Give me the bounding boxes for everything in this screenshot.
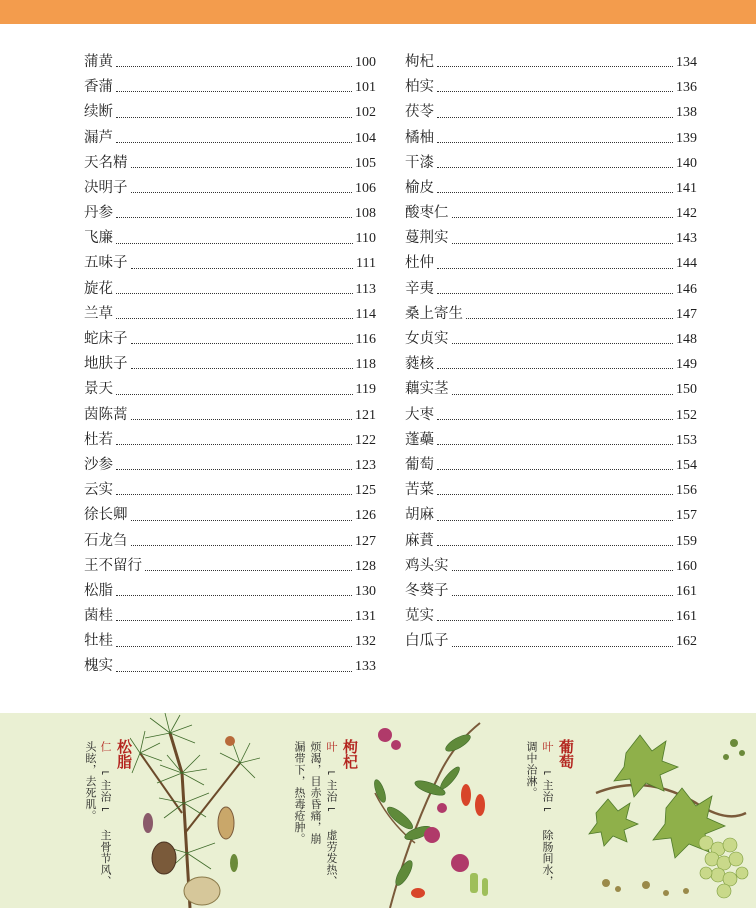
toc-entry [84, 453, 376, 478]
toc-dot-leader [145, 570, 352, 571]
herb-card-text: 虚劳发热、 [325, 829, 338, 887]
toc-entry [405, 302, 697, 327]
toc-entry-name: 麻蕡 [405, 532, 434, 549]
toc-entry-name: 榆皮 [405, 179, 434, 196]
herb-illustration-panel [0, 713, 756, 908]
herb-card-bracket: ⌐主治⌐ [325, 766, 338, 816]
herb-card-title: 松脂 [115, 739, 133, 769]
toc-entry-name: 辛夷 [405, 280, 434, 297]
toc-dot-leader [131, 368, 353, 369]
toc-entry-page: 119 [355, 382, 376, 398]
toc-entry-page: 132 [355, 634, 376, 650]
toc-entry-page: 105 [355, 155, 376, 171]
toc-entry-page: 101 [355, 80, 376, 96]
toc-dot-leader [116, 91, 352, 92]
toc-dot-leader [131, 167, 353, 168]
toc-entry [405, 126, 697, 151]
toc-entry [84, 75, 376, 100]
toc-entry-page: 153 [676, 432, 697, 448]
toc-entry [84, 151, 376, 176]
toc-entry-page: 138 [676, 105, 697, 121]
toc-entry [405, 176, 697, 201]
toc-entry-page: 106 [355, 180, 376, 196]
toc-dot-leader [437, 494, 673, 495]
toc-dot-leader [437, 520, 673, 521]
toc-dot-leader [452, 394, 674, 395]
toc-entry-name: 飞廉 [84, 230, 113, 247]
toc-entry-page: 127 [355, 533, 376, 549]
toc-entry-name: 决明子 [84, 179, 128, 196]
toc-dot-leader [452, 570, 674, 571]
toc-entry-page: 136 [676, 80, 697, 96]
toc-entry-name: 景天 [84, 381, 113, 398]
goji-illustration [370, 713, 500, 908]
toc-dot-leader [466, 318, 673, 319]
toc-dot-leader [437, 444, 673, 445]
toc-entry-page: 122 [355, 432, 376, 448]
pine-illustration [130, 713, 260, 908]
toc-entry [84, 327, 376, 352]
toc-dot-leader [131, 192, 353, 193]
toc-entry-name: 续断 [84, 104, 113, 121]
toc-entry [405, 478, 697, 503]
herb-card-line-1 [324, 741, 338, 887]
toc-entry-name: 蒲黄 [84, 53, 113, 70]
toc-entry [84, 503, 376, 528]
toc-dot-leader [116, 117, 352, 118]
toc-dot-leader [452, 217, 674, 218]
herb-card-bracket: ⌐主治⌐ [99, 766, 112, 816]
toc-entry-page: 140 [676, 155, 697, 171]
toc-entry-page: 108 [355, 206, 376, 222]
toc-entry-page: 146 [676, 281, 697, 297]
toc-dot-leader [116, 494, 352, 495]
toc-entry-page: 123 [355, 457, 376, 473]
toc-dot-leader [437, 268, 673, 269]
toc-entry-page: 128 [355, 558, 376, 574]
toc-entry-page: 111 [356, 256, 376, 272]
toc-dot-leader [116, 318, 353, 319]
toc-dot-leader [437, 66, 673, 67]
toc-entry-name: 蓬蘽 [405, 431, 434, 448]
toc-entry-name: 徐长卿 [84, 507, 128, 524]
toc-entry [405, 327, 697, 352]
toc-entry-name: 茯苓 [405, 104, 434, 121]
toc-entry-page: 131 [355, 609, 376, 625]
toc-dot-leader [437, 293, 673, 294]
toc-dot-leader [131, 545, 353, 546]
toc-entry [405, 75, 697, 100]
herb-card-line-2: 头眩，去死肌。 [84, 741, 97, 822]
herb-card-line-1 [98, 741, 112, 887]
herb-card-part: 仁 [99, 741, 112, 753]
toc-entry [405, 277, 697, 302]
herb-card-gouqi [270, 713, 510, 908]
toc-entry-name: 沙参 [84, 456, 113, 473]
toc-entry-page: 113 [355, 281, 376, 297]
toc-entry-page: 152 [676, 407, 697, 423]
toc-entry-page: 139 [676, 130, 697, 146]
toc-entry-name: 藕实茎 [405, 381, 449, 398]
top-accent-bar [0, 0, 756, 24]
toc-entry-name: 云实 [84, 482, 113, 499]
grape-illustration [586, 713, 756, 908]
toc-dot-leader [452, 343, 674, 344]
toc-dot-leader [116, 243, 353, 244]
toc-entry-page: 141 [676, 180, 697, 196]
toc-entry-page: 156 [676, 483, 697, 499]
toc-entry-name: 蔓荆实 [405, 230, 449, 247]
toc-entry-page: 144 [676, 256, 697, 272]
toc-entry-page: 116 [355, 332, 376, 348]
toc-entry [405, 629, 697, 654]
toc-entry-name: 香蒲 [84, 79, 113, 96]
toc-dot-leader [116, 620, 352, 621]
toc-entry-page: 150 [676, 382, 697, 398]
toc-entry-name: 柏实 [405, 79, 434, 96]
toc-column-left [84, 50, 376, 680]
toc-entry [84, 50, 376, 75]
toc-entry-name: 葡萄 [405, 456, 434, 473]
toc-dot-leader [131, 520, 353, 521]
toc-entry-page: 126 [355, 508, 376, 524]
toc-entry-page: 118 [355, 357, 376, 373]
toc-entry-page: 143 [676, 231, 697, 247]
toc-entry-page: 114 [355, 306, 376, 322]
toc-entry [84, 629, 376, 654]
toc-entry [84, 126, 376, 151]
toc-entry [405, 226, 697, 251]
toc-entry-page: 102 [355, 105, 376, 121]
toc-entry-page: 160 [676, 558, 697, 574]
toc-dot-leader [437, 91, 673, 92]
toc-dot-leader [116, 394, 353, 395]
table-of-contents [0, 50, 756, 690]
toc-entry [84, 277, 376, 302]
herb-card-songzhi [0, 713, 260, 908]
toc-entry [405, 503, 697, 528]
toc-entry [405, 428, 697, 453]
toc-entry-name: 桑上寄生 [405, 305, 463, 322]
herb-card-putao [510, 713, 756, 908]
toc-dot-leader [131, 268, 354, 269]
toc-dot-leader [437, 192, 673, 193]
toc-entry [84, 226, 376, 251]
toc-entry-name: 白瓜子 [405, 633, 449, 650]
toc-entry-name: 菌桂 [84, 608, 113, 625]
toc-dot-leader [116, 444, 352, 445]
toc-entry [405, 403, 697, 428]
toc-dot-leader [116, 293, 353, 294]
toc-entry-name: 蕤核 [405, 356, 434, 373]
toc-entry [84, 377, 376, 402]
toc-entry-name: 兰草 [84, 305, 113, 322]
herb-card-line-1 [540, 741, 554, 887]
toc-entry [405, 529, 697, 554]
toc-dot-leader [116, 671, 352, 672]
toc-entry-page: 134 [676, 54, 697, 70]
toc-entry [405, 554, 697, 579]
toc-entry-page: 159 [676, 533, 697, 549]
toc-entry-name: 王不留行 [84, 557, 142, 574]
toc-entry [84, 529, 376, 554]
toc-entry-name: 鸡头实 [405, 557, 449, 574]
toc-entry-page: 162 [676, 634, 697, 650]
toc-entry-name: 冬葵子 [405, 582, 449, 599]
toc-entry-page: 130 [355, 583, 376, 599]
toc-entry-page: 157 [676, 508, 697, 524]
toc-entry-name: 松脂 [84, 582, 113, 599]
toc-entry [405, 604, 697, 629]
toc-entry-name: 石龙刍 [84, 532, 128, 549]
toc-entry-name: 胡麻 [405, 507, 434, 524]
toc-entry [84, 554, 376, 579]
toc-entry [405, 252, 697, 277]
toc-dot-leader [116, 469, 352, 470]
toc-entry-page: 161 [676, 583, 697, 599]
toc-entry-page: 154 [676, 457, 697, 473]
toc-entry-name: 苋实 [405, 608, 434, 625]
herb-card-part: 叶 [325, 741, 338, 753]
toc-entry-name: 酸枣仁 [405, 205, 449, 222]
toc-dot-leader [437, 117, 673, 118]
toc-entry-name: 槐实 [84, 658, 113, 675]
toc-entry [405, 151, 697, 176]
toc-entry-name: 丹参 [84, 205, 113, 222]
toc-entry-name: 女贞实 [405, 331, 449, 348]
toc-entry-name: 蛇床子 [84, 331, 128, 348]
toc-entry [84, 579, 376, 604]
toc-entry-page: 110 [355, 231, 376, 247]
toc-entry-page: 161 [676, 609, 697, 625]
toc-entry-name: 干漆 [405, 154, 434, 171]
toc-dot-leader [437, 545, 673, 546]
toc-entry [84, 252, 376, 277]
toc-entry-page: 100 [355, 54, 376, 70]
toc-dot-leader [116, 595, 352, 596]
toc-entry [84, 352, 376, 377]
toc-entry-name: 天名精 [84, 154, 128, 171]
toc-entry-name: 漏芦 [84, 129, 113, 146]
toc-dot-leader [131, 419, 353, 420]
toc-entry [405, 579, 697, 604]
toc-entry-page: 149 [676, 357, 697, 373]
toc-entry [84, 655, 376, 680]
toc-dot-leader [452, 595, 674, 596]
toc-entry-page: 147 [676, 306, 697, 322]
toc-entry-page: 125 [355, 483, 376, 499]
toc-dot-leader [452, 646, 674, 647]
toc-dot-leader [116, 142, 352, 143]
herb-card-text: 主骨节风、 [99, 829, 112, 887]
herb-card-bracket: ⌐主治⌐ [541, 766, 554, 816]
herb-card-line-2: 烦渴，目赤昏痛，崩 [309, 741, 322, 845]
toc-entry [84, 403, 376, 428]
toc-dot-leader [116, 646, 352, 647]
toc-entry [84, 176, 376, 201]
toc-entry [84, 100, 376, 125]
toc-entry-name: 杜若 [84, 431, 113, 448]
herb-card-text: 除肠间水， [541, 829, 554, 887]
toc-entry-page: 148 [676, 332, 697, 348]
toc-entry [405, 201, 697, 226]
toc-entry-page: 121 [355, 407, 376, 423]
toc-entry-name: 茵陈蒿 [84, 406, 128, 423]
toc-column-right [405, 50, 697, 655]
toc-entry-name: 牡桂 [84, 633, 113, 650]
toc-entry-name: 杜仲 [405, 255, 434, 272]
toc-entry-page: 133 [355, 659, 376, 675]
toc-entry-name: 地肤子 [84, 356, 128, 373]
toc-dot-leader [437, 469, 673, 470]
toc-entry-name: 苦菜 [405, 482, 434, 499]
toc-entry [84, 428, 376, 453]
herb-card-part: 叶 [541, 741, 554, 753]
toc-dot-leader [116, 66, 352, 67]
toc-dot-leader [131, 343, 353, 344]
toc-entry-name: 枸杞 [405, 53, 434, 70]
toc-dot-leader [437, 167, 673, 168]
toc-entry [84, 201, 376, 226]
toc-entry [405, 50, 697, 75]
toc-entry [405, 100, 697, 125]
herb-card-line-3: 漏带下，热毒疮肿。 [293, 741, 306, 845]
toc-dot-leader [437, 620, 673, 621]
toc-entry [405, 352, 697, 377]
toc-entry [84, 478, 376, 503]
toc-entry-name: 旋花 [84, 280, 113, 297]
herb-card-title: 葡萄 [557, 739, 575, 769]
herb-card-title: 枸杞 [341, 739, 359, 769]
herb-card-line-2: 调中治淋。 [525, 741, 538, 799]
toc-entry [84, 302, 376, 327]
toc-entry-name: 大枣 [405, 406, 434, 423]
toc-entry-page: 104 [355, 130, 376, 146]
toc-dot-leader [437, 368, 673, 369]
toc-dot-leader [437, 419, 673, 420]
toc-dot-leader [437, 142, 673, 143]
toc-entry [405, 453, 697, 478]
toc-entry [84, 604, 376, 629]
toc-dot-leader [116, 217, 352, 218]
toc-entry [405, 377, 697, 402]
toc-entry-name: 五味子 [84, 255, 128, 272]
toc-entry-page: 142 [676, 206, 697, 222]
toc-dot-leader [452, 243, 674, 244]
toc-entry-name: 橘柚 [405, 129, 434, 146]
